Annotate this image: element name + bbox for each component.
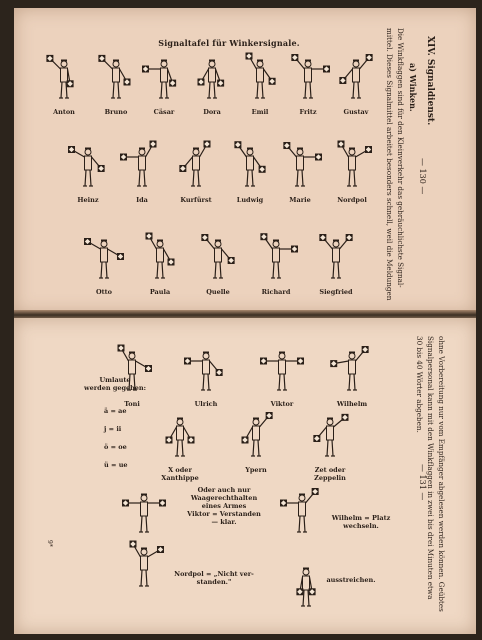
semaphore-figure-icon — [122, 540, 166, 592]
flag-figure — [82, 232, 126, 296]
figure-label: Toni — [124, 400, 140, 408]
flag-figure — [174, 140, 218, 204]
flag-figure — [314, 232, 358, 296]
umlaut-item: ä = ae — [104, 407, 127, 415]
flag-figure — [254, 232, 298, 296]
signature-mark: 9* — [46, 540, 53, 547]
figure-label: Heinz — [77, 196, 99, 204]
figure-label: Cäsar — [153, 108, 175, 116]
flag-figure — [120, 140, 164, 204]
semaphore-figure-icon — [314, 232, 358, 284]
semaphore-figure-icon — [190, 52, 234, 104]
figure-label: Ida — [136, 196, 148, 204]
umlaut-item: j = ii — [104, 425, 122, 433]
figure-label: Otto — [95, 288, 112, 296]
semaphore-figure-icon — [142, 52, 186, 104]
chapter-heading: XIV. Signaldienst. — [425, 36, 435, 126]
note-nordpol: Nordpol = „Nicht ver- standen." — [174, 570, 254, 586]
umlaute-list — [104, 398, 144, 479]
bottom-page-number: — 131 — — [418, 464, 427, 501]
figure-label: Siegfried — [319, 288, 353, 296]
bottom-body-line-1: ohne Vorbereitung nur vom Empfänger abgelesen werden können. Geübtes — [437, 336, 446, 612]
bottom-body-text — [414, 336, 447, 626]
flag-figure — [280, 486, 324, 538]
flag-figure — [184, 344, 228, 408]
figure-label: Anton — [53, 108, 75, 116]
semaphore-figure-icon — [42, 52, 86, 104]
flag-figure — [308, 410, 352, 482]
flag-figure — [122, 486, 166, 538]
semaphore-figure-icon — [286, 52, 330, 104]
note-arms: Oder auch nur Waagerechthalten eines Armes Viktor = Verstanden — klar. — [187, 486, 261, 526]
figure-label: Paula — [149, 288, 171, 296]
semaphore-figure-icon — [174, 140, 218, 192]
semaphore-figure-icon — [66, 140, 110, 192]
figure-label: Quelle — [206, 288, 230, 296]
figure-label: Zet oder Zeppelin — [314, 466, 346, 482]
flag-figure — [286, 52, 330, 116]
semaphore-figure-icon — [120, 140, 164, 192]
flag-figure — [142, 52, 186, 116]
note-ausstreichen: ausstreichen. — [326, 576, 376, 584]
semaphore-figure-icon — [334, 52, 378, 104]
semaphore-figure-icon — [184, 344, 228, 396]
figure-label: Richard — [261, 288, 291, 296]
figure-label: Viktor — [270, 400, 294, 408]
flag-figure — [330, 344, 374, 408]
semaphore-figure-icon — [330, 344, 374, 396]
flag-figure — [228, 140, 272, 204]
semaphore-figure-icon — [254, 232, 298, 284]
semaphore-figure-icon — [138, 232, 182, 284]
figure-label: Dora — [203, 108, 221, 116]
flag-figure — [196, 232, 240, 296]
semaphore-figure-icon — [238, 52, 282, 104]
top-body-line-2: mittel. Dieses Signalmittel arbeitet besonders schnell, weil die Meldungen — [385, 28, 394, 301]
flag-figure — [334, 52, 378, 116]
figure-label: Nordpol — [337, 196, 367, 204]
figure-label: Emil — [251, 108, 269, 116]
note-wilhelm: Wilhelm = Platz wechseln. — [331, 514, 391, 530]
umlaut-item: ö = oe — [104, 443, 127, 451]
semaphore-figure-icon — [280, 486, 324, 538]
semaphore-figure-icon — [308, 410, 352, 462]
semaphore-figure-icon — [278, 140, 322, 192]
top-page — [14, 8, 476, 314]
figure-label: X oder Xanthippe — [161, 466, 199, 482]
semaphore-figure-icon — [260, 344, 304, 396]
bottom-page — [14, 318, 476, 634]
bottom-body-line-3: 30 bis 40 Wörter abgeben. — [415, 336, 424, 433]
figure-label: Ypern — [245, 466, 267, 474]
semaphore-figure-icon — [94, 52, 138, 104]
flag-figure — [238, 52, 282, 116]
flag-figure — [122, 540, 166, 592]
semaphore-figure-icon — [330, 140, 374, 192]
figure-label: Bruno — [104, 108, 128, 116]
flag-figure — [138, 232, 182, 296]
figure-label: Fritz — [299, 108, 317, 116]
section-heading: a) Winken. — [408, 63, 418, 112]
semaphore-figure-icon — [82, 232, 126, 284]
top-page-number: — 130 — — [418, 158, 427, 195]
figure-label: Kurfürst — [180, 196, 212, 204]
semaphore-figure-icon — [234, 410, 278, 462]
figure-label: Wilhelm — [336, 400, 368, 408]
flag-figure — [284, 560, 328, 612]
umlaute-heading: Umlaute werden gegeben: — [84, 376, 146, 392]
flag-figure — [330, 140, 374, 204]
figure-label: Gustav — [343, 108, 369, 116]
semaphore-figure-icon — [196, 232, 240, 284]
figure-label: Marie — [289, 196, 311, 204]
umlaut-item: ü = ue — [104, 461, 128, 469]
semaphore-figure-icon — [122, 486, 166, 538]
semaphore-figure-icon — [284, 560, 328, 612]
flag-figure — [66, 140, 110, 204]
figure-label: Ludwig — [236, 196, 264, 204]
figure-label: Ulrich — [194, 400, 218, 408]
flag-figure — [190, 52, 234, 116]
signal-table-title: Signaltafel für Winkersignale. — [158, 38, 300, 48]
top-body-line-1: Die Winkflaggen sind für den Kleinverkehr das gebräuchlichste Signal- — [396, 28, 405, 288]
flag-figure — [42, 52, 86, 116]
flag-figure — [94, 52, 138, 116]
flag-figure — [158, 410, 202, 482]
semaphore-figure-icon — [228, 140, 272, 192]
semaphore-figure-icon — [158, 410, 202, 462]
flag-figure — [260, 344, 304, 408]
bottom-body-line-2: Signalpersonal kann mit den Winkflaggen in zwei bis drei Minuten etwa — [426, 336, 435, 600]
top-body-text — [384, 28, 406, 308]
flag-figure — [234, 410, 278, 474]
flag-figure — [278, 140, 322, 204]
